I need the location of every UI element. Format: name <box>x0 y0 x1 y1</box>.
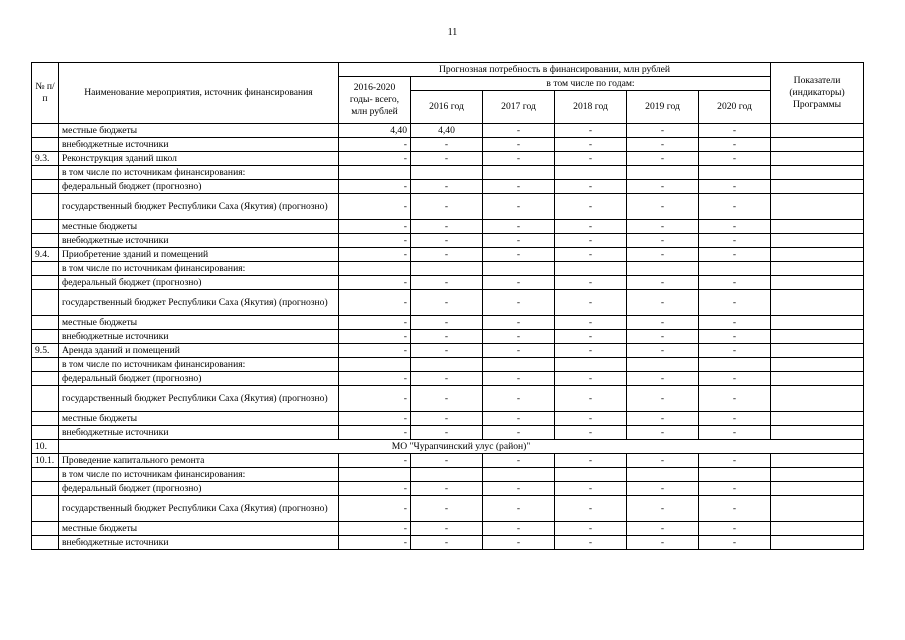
row-year-value: - <box>627 372 699 386</box>
row-year-value: - <box>555 316 627 330</box>
row-year-value: - <box>555 372 627 386</box>
row-number <box>32 316 59 330</box>
row-indicator <box>771 386 864 412</box>
row-number <box>32 234 59 248</box>
table-row <box>32 220 864 234</box>
table-row <box>32 468 864 482</box>
row-total: - <box>339 180 411 194</box>
row-number <box>32 194 59 220</box>
table-body <box>32 124 864 550</box>
header-total: 2016-2020 годы- всего, млн рублей <box>339 77 411 124</box>
row-name: внебюджетные источники <box>59 138 339 152</box>
row-name: Реконструкция зданий школ <box>59 152 339 166</box>
row-year-value: - <box>699 522 771 536</box>
row-name: федеральный бюджет (прогнозно) <box>59 276 339 290</box>
row-name: государственный бюджет Республики Саха (Якутия) (прогнозно) <box>59 386 339 412</box>
row-name: в том числе по источникам финансирования: <box>59 468 339 482</box>
section-title: МО "Чурапчинский улус (район)" <box>59 440 864 454</box>
row-year-value: - <box>699 194 771 220</box>
row-number <box>32 262 59 276</box>
row-name: государственный бюджет Республики Саха (Якутия) (прогнозно) <box>59 194 339 220</box>
row-year-value: - <box>627 138 699 152</box>
table-row <box>32 262 864 276</box>
row-year-value: - <box>555 454 627 468</box>
row-year-value <box>483 468 555 482</box>
row-total: - <box>339 194 411 220</box>
row-year-value: - <box>555 124 627 138</box>
row-year-value: - <box>699 234 771 248</box>
row-year-value: - <box>411 180 483 194</box>
row-year-value: - <box>555 386 627 412</box>
row-year-value <box>411 468 483 482</box>
row-year-value: - <box>699 412 771 426</box>
row-number <box>32 482 59 496</box>
row-year-value: - <box>411 482 483 496</box>
row-year-value: - <box>627 290 699 316</box>
row-indicator <box>771 290 864 316</box>
row-indicator <box>771 426 864 440</box>
row-year-value: - <box>483 316 555 330</box>
row-total: - <box>339 496 411 522</box>
row-year-value: - <box>483 276 555 290</box>
header-forecast: Прогнозная потребность в финансировании, млн рублей <box>339 63 771 77</box>
row-year-value: - <box>555 536 627 550</box>
row-indicator <box>771 344 864 358</box>
row-year-value: - <box>483 372 555 386</box>
table-row <box>32 426 864 440</box>
row-number: 10.1. <box>32 454 59 468</box>
row-year-value: - <box>699 426 771 440</box>
table-row <box>32 316 864 330</box>
row-year-value: - <box>411 290 483 316</box>
row-year-value: - <box>483 124 555 138</box>
row-year-value: - <box>411 454 483 468</box>
row-number <box>32 536 59 550</box>
row-number <box>32 522 59 536</box>
row-year-value: - <box>627 234 699 248</box>
row-year-value: - <box>555 290 627 316</box>
row-year-value: - <box>627 316 699 330</box>
table-row <box>32 412 864 426</box>
row-total: - <box>339 330 411 344</box>
row-year-value: - <box>627 276 699 290</box>
row-year-value: - <box>699 152 771 166</box>
row-year-value: - <box>411 220 483 234</box>
row-number: 10. <box>32 440 59 454</box>
header-year: 2016 год <box>411 91 483 124</box>
row-name: внебюджетные источники <box>59 330 339 344</box>
row-total: - <box>339 426 411 440</box>
row-name: федеральный бюджет (прогнозно) <box>59 372 339 386</box>
row-indicator <box>771 166 864 180</box>
row-name: внебюджетные источники <box>59 426 339 440</box>
table-row <box>32 166 864 180</box>
row-total: - <box>339 386 411 412</box>
row-year-value: - <box>627 454 699 468</box>
row-year-value: - <box>483 482 555 496</box>
row-indicator <box>771 194 864 220</box>
row-year-value: - <box>627 412 699 426</box>
row-year-value <box>555 468 627 482</box>
row-year-value: - <box>699 276 771 290</box>
row-name: государственный бюджет Республики Саха (Якутия) (прогнозно) <box>59 290 339 316</box>
row-year-value: - <box>627 522 699 536</box>
row-indicator <box>771 496 864 522</box>
header-num: № п/п <box>32 63 59 124</box>
row-year-value: - <box>699 316 771 330</box>
row-year-value: - <box>483 522 555 536</box>
section-row <box>32 440 864 454</box>
row-year-value: - <box>627 152 699 166</box>
row-year-value: - <box>483 152 555 166</box>
row-year-value: - <box>483 536 555 550</box>
row-year-value: - <box>555 522 627 536</box>
header-indicators: Показатели (индикаторы) Программы <box>771 63 864 124</box>
row-year-value: - <box>699 138 771 152</box>
row-name: Проведение капитального ремонта <box>59 454 339 468</box>
row-year-value: 4,40 <box>411 124 483 138</box>
row-year-value: - <box>483 386 555 412</box>
row-indicator <box>771 522 864 536</box>
row-name: местные бюджеты <box>59 316 339 330</box>
row-year-value: - <box>699 496 771 522</box>
row-number <box>32 276 59 290</box>
row-year-value: - <box>411 194 483 220</box>
row-year-value: - <box>699 220 771 234</box>
row-year-value: - <box>411 496 483 522</box>
row-indicator <box>771 248 864 262</box>
row-indicator <box>771 482 864 496</box>
row-indicator <box>771 234 864 248</box>
table-row <box>32 248 864 262</box>
row-year-value: - <box>411 152 483 166</box>
row-indicator <box>771 536 864 550</box>
row-name: федеральный бюджет (прогнозно) <box>59 180 339 194</box>
row-total <box>339 358 411 372</box>
row-name: государственный бюджет Республики Саха (Якутия) (прогнозно) <box>59 496 339 522</box>
row-total: - <box>339 454 411 468</box>
row-name: в том числе по источникам финансирования: <box>59 358 339 372</box>
row-year-value: - <box>627 180 699 194</box>
row-year-value <box>627 358 699 372</box>
row-total <box>339 262 411 276</box>
row-year-value: - <box>627 220 699 234</box>
table-row <box>32 124 864 138</box>
row-year-value: - <box>555 482 627 496</box>
row-number <box>32 220 59 234</box>
row-year-value: - <box>555 234 627 248</box>
row-year-value: - <box>483 426 555 440</box>
row-year-value <box>555 358 627 372</box>
row-year-value: - <box>483 496 555 522</box>
row-year-value: - <box>699 344 771 358</box>
row-year-value: - <box>555 180 627 194</box>
row-year-value: - <box>627 344 699 358</box>
row-year-value: - <box>555 248 627 262</box>
row-indicator <box>771 262 864 276</box>
row-number: 9.5. <box>32 344 59 358</box>
row-year-value: - <box>411 386 483 412</box>
row-number <box>32 330 59 344</box>
row-number <box>32 412 59 426</box>
table-row <box>32 194 864 220</box>
row-total: - <box>339 290 411 316</box>
row-number <box>32 290 59 316</box>
row-year-value <box>483 358 555 372</box>
row-year-value: - <box>699 180 771 194</box>
row-total <box>339 166 411 180</box>
row-year-value <box>555 262 627 276</box>
row-year-value: - <box>483 454 555 468</box>
row-year-value <box>483 262 555 276</box>
row-year-value: - <box>483 412 555 426</box>
row-year-value: - <box>411 412 483 426</box>
row-number <box>32 386 59 412</box>
row-indicator <box>771 180 864 194</box>
row-year-value: - <box>483 180 555 194</box>
row-name: Аренда зданий и помещений <box>59 344 339 358</box>
header-year: 2017 год <box>483 91 555 124</box>
row-name: внебюджетные источники <box>59 536 339 550</box>
row-year-value: - <box>411 276 483 290</box>
table-row <box>32 290 864 316</box>
row-name: местные бюджеты <box>59 124 339 138</box>
row-number <box>32 138 59 152</box>
row-year-value <box>483 166 555 180</box>
row-year-value: - <box>627 124 699 138</box>
row-year-value: - <box>699 248 771 262</box>
row-year-value: - <box>699 482 771 496</box>
row-year-value: - <box>411 426 483 440</box>
table-header <box>32 63 864 124</box>
row-year-value: - <box>411 372 483 386</box>
row-number: 9.3. <box>32 152 59 166</box>
table-row <box>32 496 864 522</box>
row-indicator <box>771 138 864 152</box>
row-indicator <box>771 220 864 234</box>
row-year-value: - <box>627 248 699 262</box>
table-row <box>32 330 864 344</box>
row-year-value: - <box>555 496 627 522</box>
row-year-value: - <box>555 426 627 440</box>
row-number <box>32 468 59 482</box>
row-name: внебюджетные источники <box>59 234 339 248</box>
row-year-value: - <box>483 248 555 262</box>
row-total: - <box>339 234 411 248</box>
row-year-value: - <box>411 234 483 248</box>
row-total: - <box>339 276 411 290</box>
row-total: - <box>339 248 411 262</box>
row-year-value: - <box>411 330 483 344</box>
row-year-value: - <box>411 522 483 536</box>
row-year-value: - <box>483 138 555 152</box>
row-year-value: - <box>411 536 483 550</box>
row-total: - <box>339 536 411 550</box>
table-row <box>32 276 864 290</box>
header-name: Наименование мероприятия, источник финансирования <box>59 63 339 124</box>
page-number: 11 <box>447 27 458 38</box>
table-row <box>32 372 864 386</box>
row-year-value: - <box>699 454 771 468</box>
row-name: Приобретение зданий и помещений <box>59 248 339 262</box>
row-total: - <box>339 316 411 330</box>
table-row <box>32 180 864 194</box>
row-year-value: - <box>483 234 555 248</box>
row-indicator <box>771 454 864 468</box>
row-indicator <box>771 468 864 482</box>
row-indicator <box>771 276 864 290</box>
table-row <box>32 522 864 536</box>
row-year-value <box>627 166 699 180</box>
row-year-value: - <box>555 412 627 426</box>
row-indicator <box>771 152 864 166</box>
row-total <box>339 468 411 482</box>
row-year-value: - <box>483 344 555 358</box>
row-name: местные бюджеты <box>59 522 339 536</box>
row-name: местные бюджеты <box>59 220 339 234</box>
row-year-value <box>411 262 483 276</box>
row-year-value: - <box>483 220 555 234</box>
row-year-value <box>699 468 771 482</box>
row-indicator <box>771 124 864 138</box>
row-year-value: - <box>699 124 771 138</box>
row-number <box>32 180 59 194</box>
row-year-value: - <box>699 536 771 550</box>
row-year-value: - <box>699 372 771 386</box>
row-indicator <box>771 330 864 344</box>
row-year-value: - <box>627 496 699 522</box>
row-total: - <box>339 412 411 426</box>
table-row <box>32 454 864 468</box>
row-year-value: - <box>627 194 699 220</box>
row-year-value <box>627 262 699 276</box>
row-year-value: - <box>555 220 627 234</box>
table-row <box>32 358 864 372</box>
row-year-value: - <box>411 344 483 358</box>
row-year-value <box>699 262 771 276</box>
row-year-value: - <box>411 316 483 330</box>
row-year-value: - <box>699 330 771 344</box>
row-number <box>32 358 59 372</box>
row-year-value: - <box>627 536 699 550</box>
row-year-value: - <box>555 276 627 290</box>
row-year-value: - <box>627 482 699 496</box>
header-year: 2018 год <box>555 91 627 124</box>
row-total: - <box>339 152 411 166</box>
header-year: 2020 год <box>699 91 771 124</box>
table-row <box>32 386 864 412</box>
table-row <box>32 536 864 550</box>
row-year-value: - <box>699 290 771 316</box>
row-number <box>32 372 59 386</box>
row-year-value: - <box>483 194 555 220</box>
row-year-value <box>699 166 771 180</box>
row-year-value: - <box>555 194 627 220</box>
row-year-value: - <box>555 344 627 358</box>
row-year-value: - <box>555 138 627 152</box>
row-number <box>32 496 59 522</box>
row-year-value: - <box>555 330 627 344</box>
row-year-value <box>411 166 483 180</box>
header-year: 2019 год <box>627 91 699 124</box>
row-year-value: - <box>627 426 699 440</box>
row-total: - <box>339 138 411 152</box>
row-name: в том числе по источникам финансирования: <box>59 166 339 180</box>
row-number <box>32 166 59 180</box>
table-row <box>32 152 864 166</box>
financing-table <box>31 62 864 550</box>
table-row <box>32 138 864 152</box>
row-name: в том числе по источникам финансирования: <box>59 262 339 276</box>
row-number <box>32 124 59 138</box>
row-year-value <box>411 358 483 372</box>
row-year-value <box>699 358 771 372</box>
table-row <box>32 482 864 496</box>
row-year-value: - <box>627 386 699 412</box>
row-name: федеральный бюджет (прогнозно) <box>59 482 339 496</box>
row-total: - <box>339 482 411 496</box>
row-total: - <box>339 372 411 386</box>
row-number <box>32 426 59 440</box>
row-year-value: - <box>555 152 627 166</box>
row-year-value: - <box>483 290 555 316</box>
row-total: - <box>339 522 411 536</box>
row-year-value: - <box>411 248 483 262</box>
row-indicator <box>771 316 864 330</box>
header-by-years: в том числе по годам: <box>411 77 771 91</box>
table-row <box>32 344 864 358</box>
row-number: 9.4. <box>32 248 59 262</box>
row-total: - <box>339 344 411 358</box>
row-year-value: - <box>627 330 699 344</box>
row-total: - <box>339 220 411 234</box>
row-indicator <box>771 412 864 426</box>
row-indicator <box>771 372 864 386</box>
row-year-value: - <box>411 138 483 152</box>
row-year-value <box>555 166 627 180</box>
row-year-value: - <box>699 386 771 412</box>
row-year-value: - <box>483 330 555 344</box>
row-name: местные бюджеты <box>59 412 339 426</box>
row-indicator <box>771 358 864 372</box>
row-year-value <box>627 468 699 482</box>
row-total: 4,40 <box>339 124 411 138</box>
table-row <box>32 234 864 248</box>
